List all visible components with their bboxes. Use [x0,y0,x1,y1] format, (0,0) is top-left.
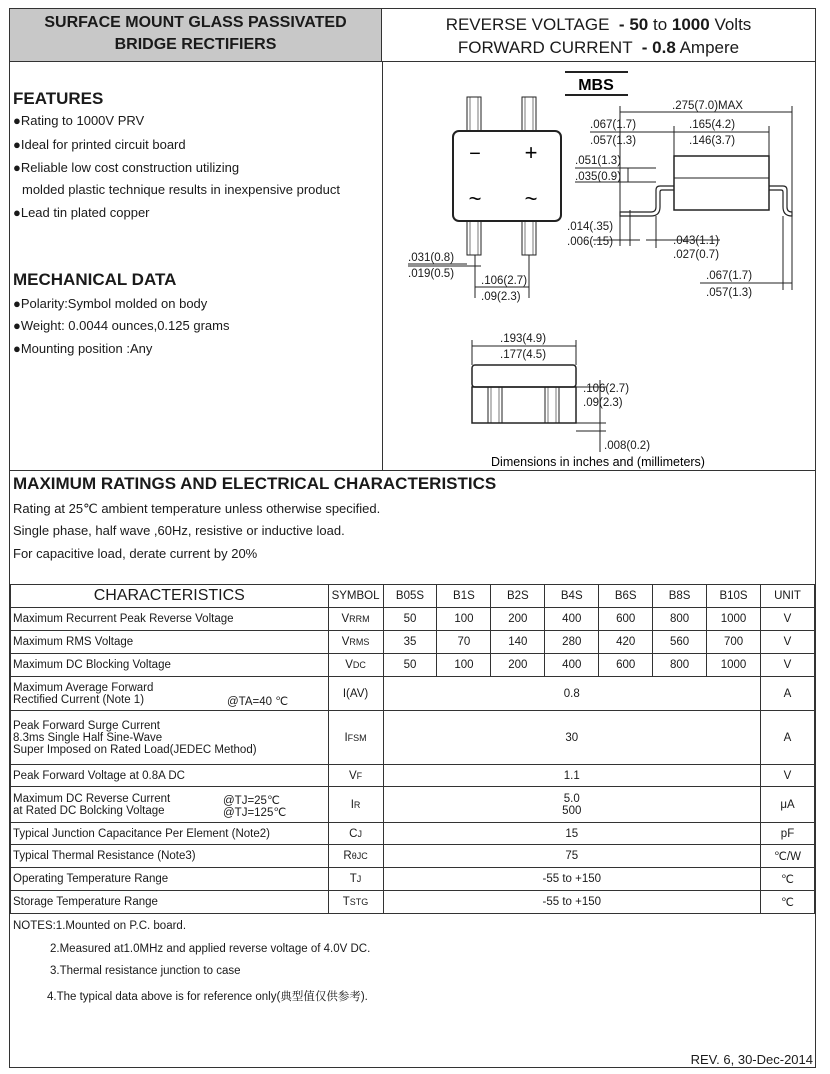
dim-standoff-max: .051(1.3) [575,155,622,167]
table-row [11,845,815,868]
row-label: Maximum Recurrent Peak Reverse Voltage [11,608,329,631]
feature-item-4: ●Lead tin plated copper [13,205,150,220]
value-cell: 50 [383,608,437,631]
title-line-2: BRIDGE RECTIFIERS [114,36,277,53]
value-cell: 0.8 [383,677,760,711]
value-line: 500 [562,804,582,817]
value-cell: 140 [491,631,545,654]
row-label: Typical Thermal Resistance (Note3) [11,845,329,868]
unit-cell: μA [761,787,815,823]
dim-width-max: .193(4.9) [500,333,547,345]
row-symbol [328,787,383,823]
symbol-main: V [348,769,357,782]
unit-cell: A [761,677,815,711]
dim-body-length-max: .165(4.2) [689,119,736,131]
dim-lead-span-min: .057(1.3) [590,135,637,147]
row-condition: @TA=40 ℃ [227,695,289,708]
symbol-main: V [341,636,350,648]
fc-dash: - [641,38,648,57]
value-cell [383,787,760,823]
fc-unit: Ampere [679,38,740,57]
unit-cell: V [761,631,815,654]
feature-item-1: ●Rating to 1000V PRV [13,113,145,128]
note-2: 2.Measured at1.0MHz and applied reverse voltage of 4.0V DC. [50,943,371,955]
symbol-sub: RMS [349,637,370,647]
dim-standoff-min: .035(0.9) [575,171,622,183]
header-ratings [382,9,815,62]
fc-value: 0.8 [652,38,676,57]
fc-label: FORWARD CURRENT [457,38,633,57]
table-row [11,631,815,654]
row-condition: @TJ=25℃ [223,794,280,807]
dim-lead-width-max: .031(0.8) [408,252,455,264]
row-symbol [328,845,383,868]
symbol-main: I [344,731,348,744]
package-name: MBS [578,77,614,94]
row-label-line: 8.3ms Single Half Sine-Wave [13,731,163,744]
dim-lead-thick-max: .014(.35) [567,221,614,233]
dim-width-min: .177(4.5) [500,349,547,361]
table-row [11,608,815,631]
rv-dash: - [618,15,625,34]
value-cell: 800 [653,654,707,677]
value-cell: -55 to +150 [383,868,760,891]
dim-pitch-max: .106(2.7) [481,275,528,287]
row-symbol [328,823,383,845]
row-symbol [328,765,383,787]
row-label-line: Rectified Current (Note 1) [13,693,145,706]
dim-height-min: .09(2.3) [583,397,623,409]
divider-ratings [10,470,815,471]
symbol-main: T [349,873,357,885]
col-symbol: SYMBOL [328,585,383,608]
unit-cell: V [761,608,815,631]
symbol-sub: FSM [347,732,367,743]
title-line-1: SURFACE MOUNT GLASS PASSIVATED [44,14,347,31]
value-cell: 600 [599,608,653,631]
row-label [11,711,329,765]
characteristics-table [10,584,815,914]
table-row [11,823,815,845]
value-cell: 800 [653,608,707,631]
table-row [11,891,815,914]
mech-item-3: ●Mounting position :Any [13,341,153,356]
symbol-sub: RRM [349,614,370,624]
dim-height-max: .106(2.7) [583,383,630,395]
symbol-sub: J [356,874,362,884]
feature-item-3: ●Reliable low cost construction utilizing [13,160,240,175]
row-condition: @TJ=125℃ [223,806,287,819]
value-cell: 200 [491,654,545,677]
rv-unit: Volts [714,15,752,34]
col-unit: UNIT [761,585,815,608]
ratings-line-1: Rating at 25℃ ambient temperature unless otherwise specified. [13,501,381,516]
value-cell: 280 [545,631,599,654]
rv-value-b: 1000 [671,15,710,34]
symbol-main: V [341,613,350,625]
table-row [11,787,815,823]
table-row [11,654,815,677]
value-cell: 30 [383,711,760,765]
note-4: 4.The typical data above is for reference only(典型值仅供参考). [47,991,368,1003]
value-cell: 400 [545,608,599,631]
col-characteristics: CHARACTERISTICS [11,585,329,608]
table-header-row [11,585,815,608]
col-b8s: B8S [653,585,707,608]
note-3: 3.Thermal resistance junction to case [50,965,241,977]
row-label: Storage Temperature Range [11,891,329,914]
dim-lead-width-min: .019(0.5) [408,268,455,280]
unit-cell: ℃ [761,891,815,914]
ratings-line-2: Single phase, half wave ,60Hz, resistive or inductive load. [13,523,345,538]
symbol-sub: θJC [351,851,368,861]
value-cell: 50 [383,654,437,677]
feature-item-2: ●Ideal for printed circuit board [13,137,186,152]
row-symbol [328,608,383,631]
table-row [11,868,815,891]
symbol-main: R [343,850,352,862]
value-cell: 400 [545,654,599,677]
value-cell: 35 [383,631,437,654]
unit-cell: A [761,711,815,765]
value-cell: 1.1 [383,765,760,787]
dim-clearance: .008(0.2) [604,440,651,452]
value-cell: -55 to +150 [383,891,760,914]
col-b10s: B10S [707,585,761,608]
row-label: Operating Temperature Range [11,868,329,891]
value-cell: 1000 [707,654,761,677]
ratings-line-3: For capacitive load, derate current by 20% [13,546,258,561]
ratings-title: MAXIMUM RATINGS AND ELECTRICAL CHARACTERISTICS [13,474,497,493]
symbol-main: C [349,827,358,840]
unit-cell: ℃/W [761,845,815,868]
dim-body-length-min: .146(3.7) [689,135,736,147]
rv-value-a: 50 [629,15,649,34]
value-cell: 15 [383,823,760,845]
row-label-line: Maximum Average Forward [13,681,154,694]
row-symbol [328,654,383,677]
table-row [11,765,815,787]
value-cell: 75 [383,845,760,868]
value-cell: 100 [437,654,491,677]
dim-pitch-min: .09(2.3) [481,291,521,303]
row-label [11,787,329,823]
reverse-voltage-line [382,13,815,36]
mechanical-title: MECHANICAL DATA [13,270,177,289]
value-cell: 100 [437,608,491,631]
note-1: NOTES:1.Mounted on P.C. board. [13,920,187,932]
col-b2s: B2S [491,585,545,608]
value-cell: 200 [491,608,545,631]
value-cell: 700 [707,631,761,654]
drawing-caption: Dimensions in inches and (millimeters) [491,455,705,469]
row-label-line: Peak Forward Surge Current [13,719,161,732]
value-cell: 420 [599,631,653,654]
table-row [11,677,815,711]
dim-foot-max: .043(1.1) [673,235,720,247]
ac-symbol-left: ~ [468,186,482,211]
rv-to: to [652,15,668,34]
value-cell: 560 [653,631,707,654]
dim-tip-max: .067(1.7) [706,270,753,282]
col-b6s: B6S [599,585,653,608]
col-b1s: B1S [437,585,491,608]
row-symbol [328,891,383,914]
table-row [11,711,815,765]
row-symbol [328,711,383,765]
dim-overall-length: .275(7.0)MAX [672,100,743,112]
symbol-main: I [350,798,354,811]
symbol-sub: STG [349,897,369,907]
row-label: Maximum RMS Voltage [11,631,329,654]
mech-item-2: ●Weight: 0.0044 ounces,0.125 grams [13,318,230,333]
feature-item-3-cont: molded plastic technique results in inexpensive product [22,182,340,197]
row-symbol: I(AV) [328,677,383,711]
row-label: Maximum DC Blocking Voltage [11,654,329,677]
symbol-sub: F [356,770,363,781]
value-cell: 1000 [707,608,761,631]
ac-symbol-right: ~ [524,186,538,211]
symbol-sub: J [357,828,362,839]
unit-cell: pF [761,823,815,845]
value-cell: 600 [599,654,653,677]
symbol-sub: R [353,799,361,810]
row-label-line: Maximum DC Reverse Current [13,792,171,805]
row-label-line: at Rated DC Bolcking Voltage [13,804,165,817]
plus-symbol: + [524,140,538,165]
package-drawing [383,62,815,470]
value-line: 5.0 [563,792,580,805]
mech-item-1: ●Polarity:Symbol molded on body [13,296,208,311]
col-b05s: B05S [383,585,437,608]
value-cell: 70 [437,631,491,654]
symbol-main: V [345,659,353,671]
header-title [10,9,382,62]
unit-cell: ℃ [761,868,815,891]
symbol-sub: DC [352,660,366,670]
forward-current-line [382,36,815,59]
row-label: Peak Forward Voltage at 0.8A DC [11,765,329,787]
rv-label: REVERSE VOLTAGE [445,15,610,34]
unit-cell: V [761,765,815,787]
dim-foot-min: .027(0.7) [673,249,720,261]
minus-symbol: − [469,143,481,165]
row-symbol [328,631,383,654]
symbol-main: T [342,896,350,908]
unit-cell: V [761,654,815,677]
features-title: FEATURES [13,89,104,108]
dim-lead-span-max: .067(1.7) [590,119,637,131]
dim-tip-min: .057(1.3) [706,287,753,299]
row-label-line: Super Imposed on Rated Load(JEDEC Method) [13,743,257,756]
col-b4s: B4S [545,585,599,608]
row-label: Typical Junction Capacitance Per Element (Note2) [11,823,329,845]
row-symbol [328,868,383,891]
revision: REV. 6, 30-Dec-2014 [690,1052,813,1067]
dim-lead-thick-min: .006(.15) [567,236,614,248]
row-label [11,677,329,711]
